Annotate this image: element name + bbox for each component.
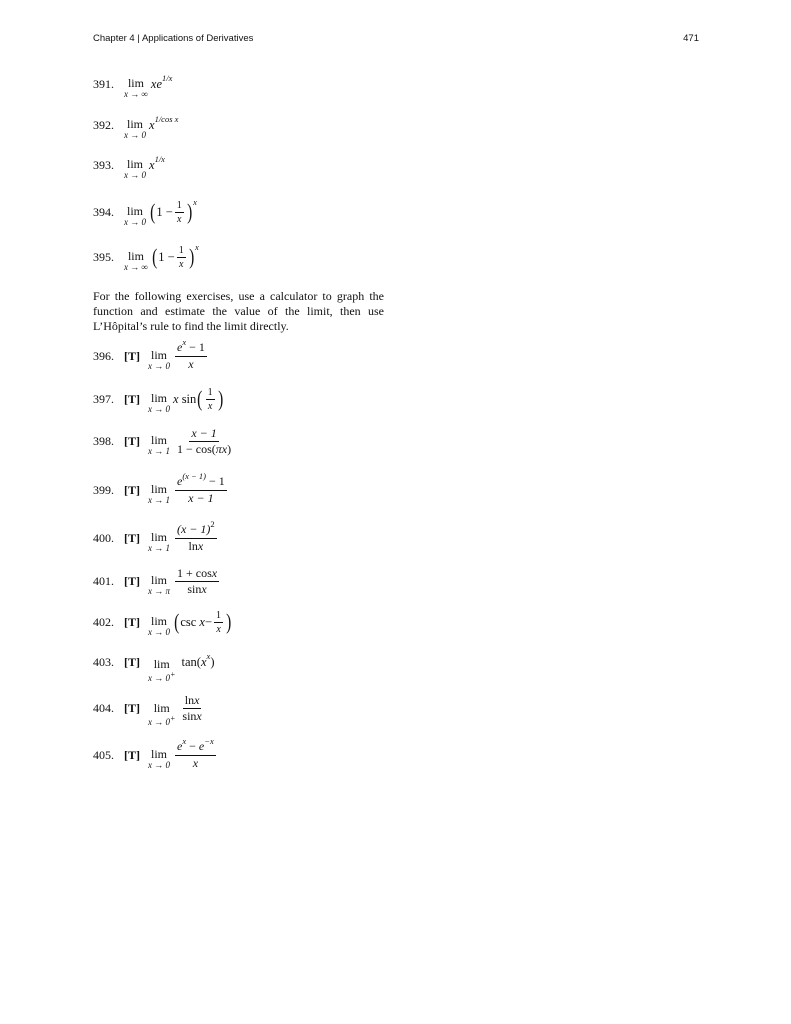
denominator — [180, 709, 203, 723]
exercise-394 — [93, 195, 197, 229]
denominator: x — [192, 756, 199, 770]
lim-word: lim — [126, 204, 143, 218]
exercise-number: 399. — [93, 482, 114, 497]
limit-approach: x → 0 — [148, 361, 170, 371]
expression — [151, 242, 199, 270]
limit-operator — [148, 434, 170, 456]
num-rest: − 1 — [186, 340, 205, 354]
technology-tag: [T] — [124, 530, 140, 545]
lim-word: lim — [150, 433, 167, 447]
fraction — [175, 200, 184, 225]
one-sided-sign: + — [170, 669, 176, 679]
exponent: x — [195, 242, 199, 252]
denominator: x — [216, 623, 221, 635]
fraction — [175, 427, 233, 456]
lim-word: lim — [126, 157, 143, 171]
den-variable: x — [201, 581, 207, 596]
exercise-393 — [93, 148, 165, 182]
expression — [173, 427, 235, 456]
exercise-405 — [93, 738, 218, 772]
denominator: x — [207, 400, 213, 412]
inner-function: csc — [180, 614, 197, 629]
minus-sign: − — [186, 739, 199, 753]
expression — [173, 610, 232, 635]
technology-tag: [T] — [124, 747, 140, 762]
exercise-number: 396. — [93, 348, 114, 363]
limit-operator — [124, 250, 148, 272]
exercise-number: 404. — [93, 700, 114, 715]
exercise-number: 395. — [93, 249, 114, 264]
exercise-403 — [93, 645, 215, 683]
limit-operator — [148, 702, 175, 727]
term-b-base: e — [198, 739, 205, 753]
num-variable: x — [211, 565, 218, 580]
exercise-400 — [93, 521, 219, 555]
technology-tag: [T] — [124, 614, 140, 629]
fraction — [175, 736, 216, 770]
technology-tag: [T] — [124, 654, 140, 669]
exercise-401 — [93, 564, 221, 598]
right-paren: ) — [186, 199, 192, 224]
numerator: x − 1 — [191, 425, 217, 440]
den-part-a: 1 − cos( — [177, 441, 216, 456]
limit-operator — [124, 118, 146, 140]
num-base: e — [177, 474, 183, 488]
lim-word: lim — [150, 747, 167, 761]
limit-approach — [148, 714, 175, 727]
left-paren: ( — [197, 386, 203, 411]
fraction — [175, 471, 227, 505]
inner-operator: − — [204, 614, 213, 629]
expression — [149, 154, 165, 173]
limit-operator — [148, 392, 170, 414]
den-part-b: πx — [215, 441, 228, 456]
num-variable: x — [194, 692, 200, 707]
page-number: 471 — [683, 32, 699, 44]
expression — [149, 197, 197, 225]
limit-approach: x → 1 — [148, 495, 170, 505]
exercise-number: 397. — [93, 391, 114, 406]
left-paren: ( — [152, 244, 158, 269]
denominator — [185, 582, 208, 596]
limit-approach: x → 1 — [148, 543, 170, 553]
expression — [173, 519, 219, 553]
expression — [173, 736, 218, 770]
limit-operator — [148, 574, 170, 596]
one-sided-sign: + — [170, 713, 176, 723]
exercise-395 — [93, 240, 199, 274]
numerator — [175, 337, 207, 357]
denominator: x — [178, 258, 184, 270]
limit-target: x → 0 — [148, 716, 170, 727]
num-rest: − 1 — [206, 474, 225, 488]
lim-word: lim — [150, 348, 167, 362]
technology-tag: [T] — [124, 482, 140, 497]
limit-approach: x → 0 — [124, 217, 146, 227]
base: x — [149, 117, 155, 132]
limit-approach: x → 0 — [124, 170, 146, 180]
right-paren: ) — [217, 386, 223, 411]
chapter-title: Chapter 4 | Applications of Derivatives — [93, 32, 254, 44]
inner-left: 1 − — [158, 249, 175, 264]
limit-approach: x → π — [148, 586, 171, 596]
technology-tag: [T] — [124, 348, 140, 363]
denominator: x — [188, 357, 194, 371]
exercise-number: 400. — [93, 530, 114, 545]
limit-operator — [148, 531, 170, 553]
exponent: x — [206, 651, 211, 661]
den-function: ln — [188, 539, 198, 553]
left-paren: ( — [150, 199, 156, 224]
limit-approach: x → 0 — [124, 130, 146, 140]
num-exponent: (x − 1) — [182, 471, 206, 481]
base: x — [200, 654, 207, 669]
running-head — [93, 31, 699, 45]
exercise-number: 405. — [93, 747, 114, 762]
exponent: 1/x — [154, 154, 165, 164]
technology-tag: [T] — [124, 391, 140, 406]
exponent: 1/cos x — [154, 114, 179, 124]
exercise-391 — [93, 67, 172, 101]
fraction — [214, 610, 223, 635]
exercise-397 — [93, 382, 224, 416]
lim-word: lim — [150, 614, 167, 628]
num-base: e — [177, 340, 183, 354]
fraction — [175, 519, 217, 553]
left-paren: ( — [174, 609, 180, 634]
technology-tag: [T] — [124, 700, 140, 715]
exercise-399 — [93, 473, 229, 507]
lim-word: lim — [151, 573, 168, 587]
limit-operator — [124, 158, 146, 180]
exercise-number: 394. — [93, 204, 114, 219]
exercise-392 — [93, 108, 178, 142]
fraction — [175, 567, 219, 596]
exponent: x — [193, 197, 197, 207]
exercise-number: 391. — [93, 76, 114, 91]
limit-approach: x → 0 — [148, 404, 170, 414]
lim-word: lim — [150, 482, 167, 496]
denominator — [187, 539, 206, 553]
limit-approach — [148, 670, 175, 683]
expression — [173, 387, 224, 412]
limit-operator — [148, 748, 170, 770]
limit-target: x → 0 — [148, 672, 170, 683]
lim-word: lim — [127, 249, 144, 263]
numerator: 1 — [178, 244, 184, 256]
den-function: sin — [187, 581, 202, 596]
function-name: tan( — [181, 654, 201, 669]
exercise-398 — [93, 424, 235, 458]
inner-variable: x — [199, 614, 205, 629]
limit-operator — [148, 483, 170, 505]
lim-word: lim — [153, 700, 170, 715]
expression — [149, 114, 179, 133]
technology-tag: [T] — [124, 433, 140, 448]
num-function: ln — [184, 692, 195, 707]
den-part-c: ) — [227, 441, 232, 456]
den-variable: x — [197, 539, 204, 553]
limit-approach: x → 0 — [148, 760, 170, 770]
denominator — [175, 442, 233, 456]
numerator — [183, 694, 202, 709]
limit-operator — [148, 349, 170, 371]
limit-operator — [124, 205, 146, 227]
function-name: sin — [181, 391, 197, 406]
term-b-exponent: −x — [204, 736, 214, 746]
num-base: (x − 1) — [177, 522, 211, 536]
numerator: 1 — [216, 609, 222, 621]
limit-operator — [148, 658, 175, 683]
lead-variable: x — [173, 391, 179, 406]
limit-approach: x → 0 — [148, 627, 170, 637]
lim-word: lim — [153, 656, 170, 671]
den-function: sin — [182, 708, 197, 723]
limit-approach: x → ∞ — [124, 262, 148, 272]
exercise-number: 402. — [93, 614, 114, 629]
num-part: 1 + cos — [177, 565, 212, 580]
exercise-404 — [93, 691, 206, 725]
exercise-number: 392. — [93, 117, 114, 132]
expression — [178, 694, 205, 723]
numerator: 1 — [176, 199, 182, 211]
base: xe — [150, 76, 163, 91]
numerator — [175, 471, 227, 491]
num-exponent: x — [182, 337, 187, 347]
limit-approach: x → 1 — [148, 446, 170, 456]
right-paren: ) — [226, 609, 232, 634]
exercise-number: 401. — [93, 573, 114, 588]
base: x — [149, 157, 155, 172]
inner-left: 1 − — [156, 204, 173, 219]
fraction — [177, 245, 186, 270]
exercise-number: 403. — [93, 654, 114, 669]
numerator: 1 — [207, 386, 213, 398]
numerator — [175, 736, 216, 756]
exponent: 1/x — [162, 73, 173, 83]
term-a-base: e — [177, 739, 183, 753]
fraction — [175, 337, 207, 371]
expression — [173, 337, 209, 371]
limit-operator — [124, 77, 148, 99]
instructions-paragraph: For the following exercises, use a calculator to graph the function and estimate the value of the limit, then use L’Hôpital’s rule to find the limit directly. — [93, 289, 384, 333]
numerator — [175, 567, 219, 582]
fraction — [206, 387, 215, 412]
lim-word: lim — [150, 530, 167, 544]
fraction — [180, 694, 203, 723]
exercise-402 — [93, 605, 232, 639]
limit-approach: x → ∞ — [124, 89, 148, 99]
num-exponent: 2 — [210, 519, 215, 529]
numerator — [175, 519, 217, 539]
expression — [173, 567, 221, 596]
exercise-396 — [93, 339, 209, 373]
expression — [173, 471, 229, 505]
expression — [150, 73, 173, 92]
denominator: x — [177, 213, 182, 225]
right-paren: ) — [188, 244, 194, 269]
lim-word: lim — [150, 391, 167, 405]
den-variable: x — [196, 708, 202, 723]
denominator: x − 1 — [188, 491, 214, 505]
close-paren: ) — [210, 654, 215, 669]
exercise-number: 398. — [93, 433, 114, 448]
technology-tag: [T] — [124, 573, 140, 588]
lim-word: lim — [126, 117, 143, 131]
lim-word: lim — [127, 76, 144, 90]
term-a-exponent: x — [182, 736, 187, 746]
exercise-number: 393. — [93, 157, 114, 172]
limit-operator — [148, 615, 170, 637]
expression — [178, 651, 215, 670]
